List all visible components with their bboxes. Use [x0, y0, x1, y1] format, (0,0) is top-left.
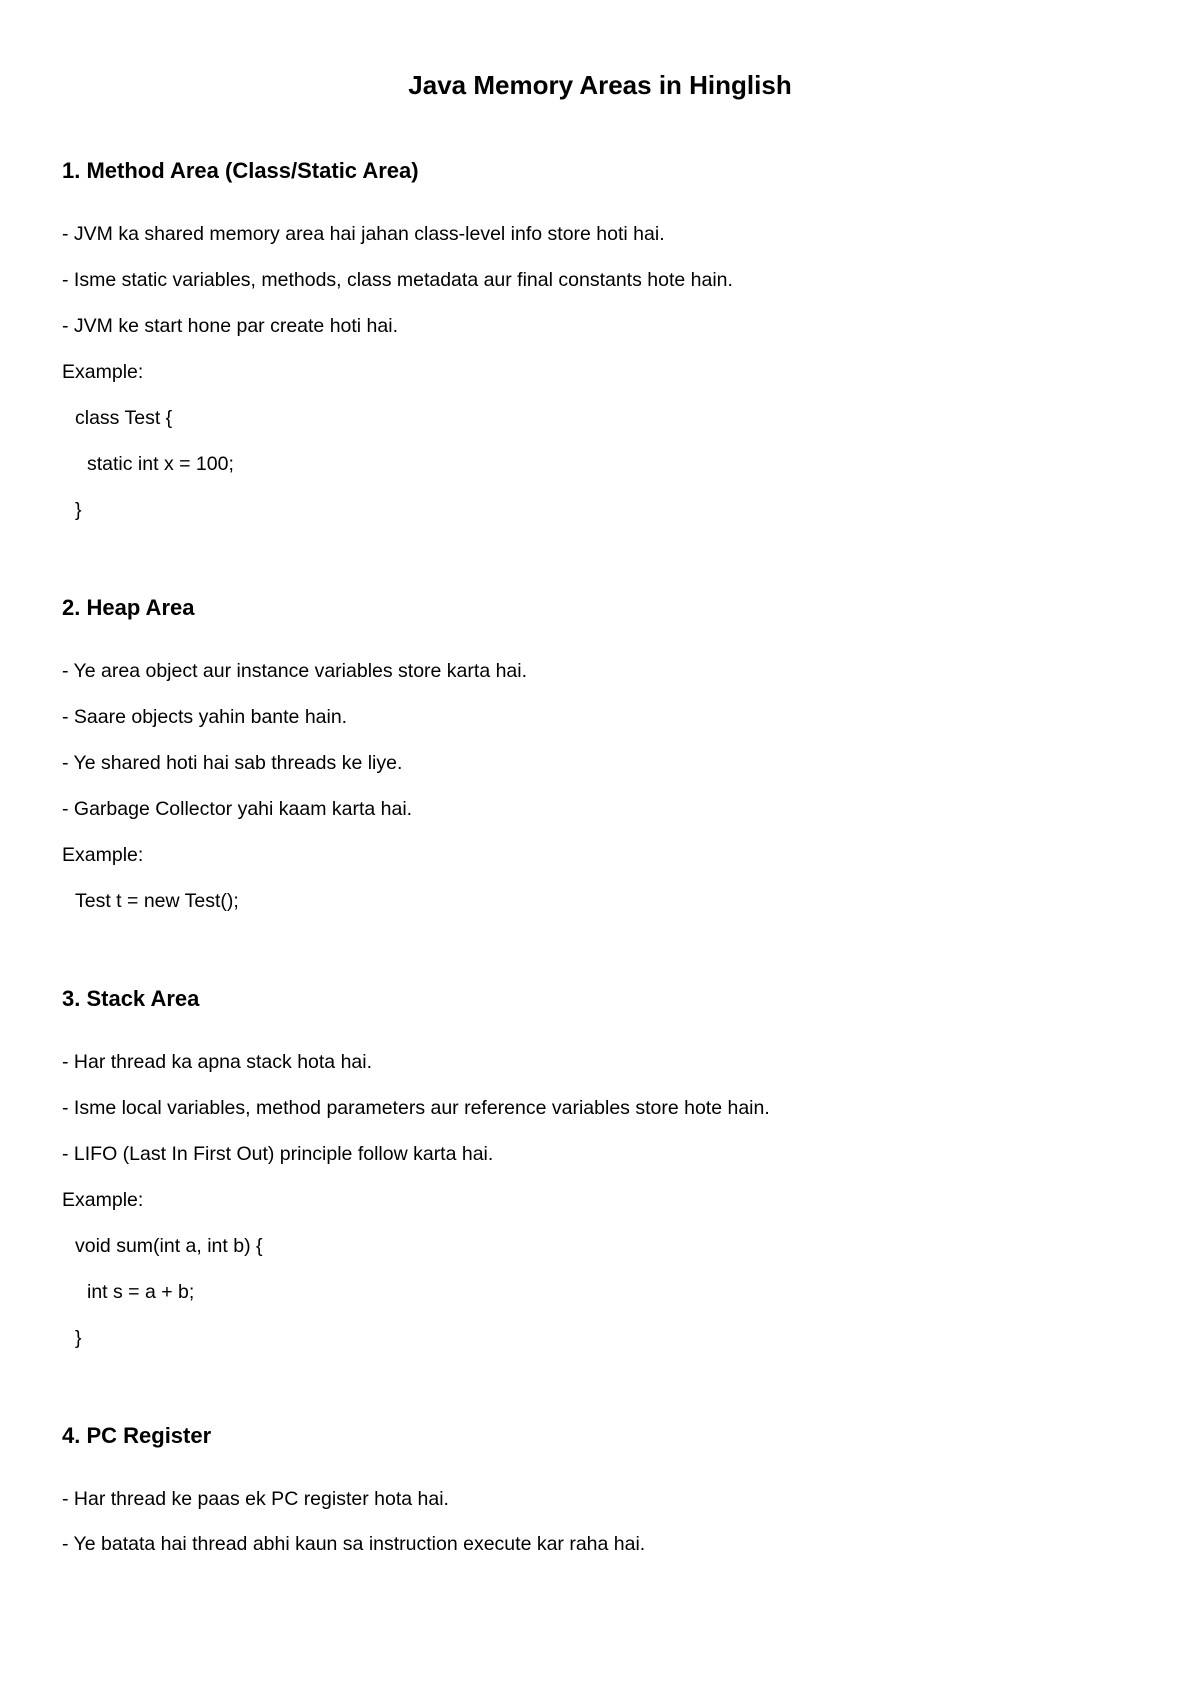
code-line: void sum(int a, int b) { — [75, 1235, 263, 1257]
section-heading-heap-area: 2. Heap Area — [62, 595, 195, 620]
bullet-line: - Ye area object aur instance variables store karta hai. — [62, 660, 528, 682]
bullet-line: - Saare objects yahin bante hain. — [62, 706, 348, 728]
bullet-line: - JVM ke start hone par create hoti hai. — [62, 315, 398, 337]
code-line: class Test { — [75, 407, 173, 429]
code-line: static int x = 100; — [87, 453, 234, 475]
bullet-line: - Ye shared hoti hai sab threads ke liye. — [62, 752, 403, 774]
example-label: Example: — [62, 361, 144, 383]
bullet-line: - Ye batata hai thread abhi kaun sa instruction execute kar raha hai. — [62, 1533, 646, 1555]
code-line: Test t = new Test(); — [75, 890, 239, 912]
document-title: Java Memory Areas in Hinglish — [408, 70, 792, 100]
section-heading-stack-area: 3. Stack Area — [62, 986, 200, 1011]
bullet-line: - LIFO (Last In First Out) principle follow karta hai. — [62, 1143, 494, 1165]
code-line: } — [75, 1327, 82, 1349]
code-line: } — [75, 499, 82, 521]
example-label: Example: — [62, 844, 144, 866]
bullet-line: - JVM ka shared memory area hai jahan class-level info store hoti hai. — [62, 223, 665, 245]
section-heading-method-area: 1. Method Area (Class/Static Area) — [62, 158, 419, 183]
section-heading-pc-register: 4. PC Register — [62, 1423, 212, 1448]
bullet-line: - Isme local variables, method parameters aur reference variables store hote hain. — [62, 1097, 770, 1119]
bullet-line: - Garbage Collector yahi kaam karta hai. — [62, 798, 413, 820]
bullet-line: - Isme static variables, methods, class metadata aur final constants hote hain. — [62, 269, 733, 291]
code-line: int s = a + b; — [87, 1281, 195, 1303]
bullet-line: - Har thread ke paas ek PC register hota hai. — [62, 1488, 449, 1510]
bullet-line: - Har thread ka apna stack hota hai. — [62, 1051, 373, 1073]
example-label: Example: — [62, 1189, 144, 1211]
